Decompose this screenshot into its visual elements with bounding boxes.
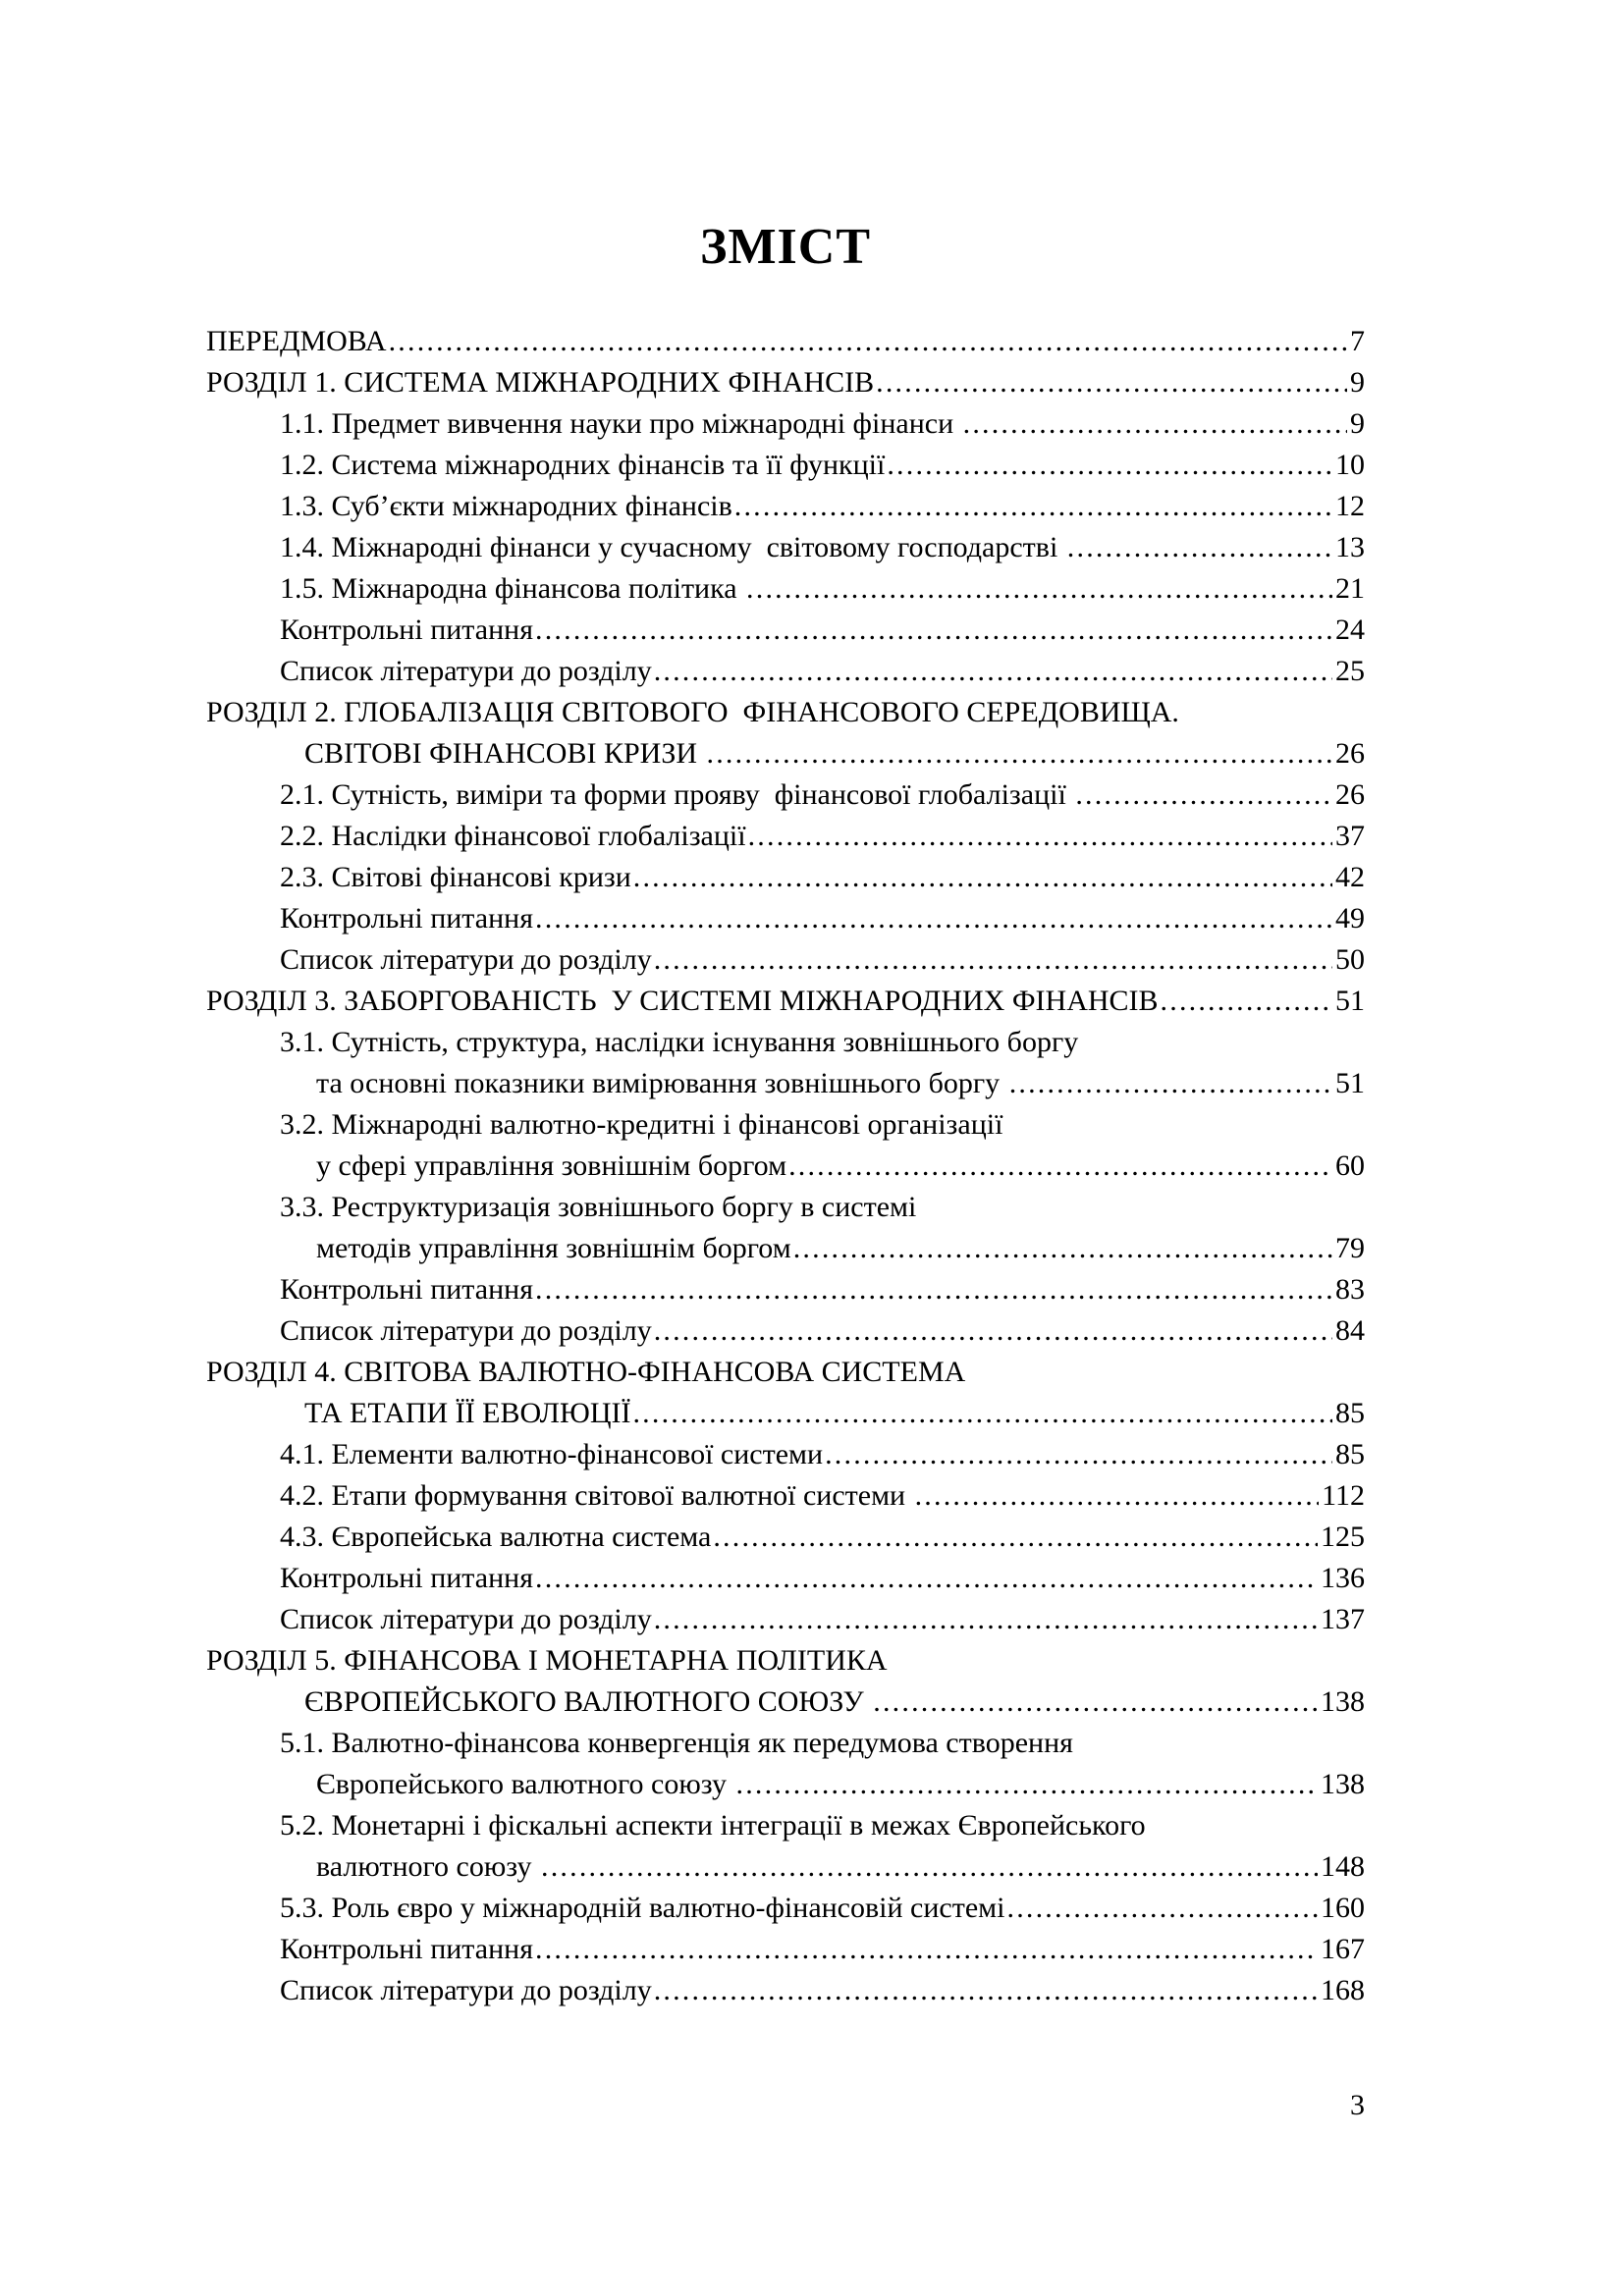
dot-leader — [713, 1517, 1318, 1558]
toc-entry — [206, 857, 1365, 898]
toc-page-number: 136 — [1321, 1562, 1365, 1594]
toc-page-number: 167 — [1321, 1933, 1365, 1965]
toc-line — [206, 1640, 1365, 1682]
toc-line — [206, 1352, 1365, 1393]
toc-line — [206, 486, 1365, 527]
toc-page-number: 125 — [1321, 1521, 1365, 1553]
toc-entry-text: СВІТОВІ ФІНАНСОВІ КРИЗИ — [304, 737, 705, 770]
toc-page-number: 49 — [1335, 902, 1365, 934]
toc-page-number: 138 — [1321, 1768, 1365, 1800]
toc-entry — [206, 1970, 1365, 2011]
toc-entry — [206, 1310, 1365, 1352]
toc-entry — [206, 610, 1365, 651]
toc-entry-text: 1.3. Суб’єкти міжнародних фінансів — [280, 490, 732, 522]
toc-entry — [206, 1805, 1365, 1888]
toc-entry — [206, 774, 1365, 816]
dot-leader — [736, 1764, 1318, 1805]
dot-leader — [535, 1558, 1318, 1599]
toc-entry-text: методів управління зовнішнім боргом — [316, 1232, 791, 1264]
toc-line — [206, 774, 1365, 816]
toc-page-number: 160 — [1321, 1892, 1365, 1924]
toc-page-number: 37 — [1335, 820, 1365, 852]
toc-line — [206, 981, 1365, 1022]
toc-entry — [206, 1558, 1365, 1599]
toc-entry — [206, 1187, 1365, 1269]
toc-line — [206, 568, 1365, 610]
toc-entry-text: у сфері управління зовнішнім боргом — [316, 1149, 787, 1182]
dot-leader — [1075, 774, 1332, 816]
toc-entry-text: 1.4. Міжнародні фінанси у сучасному світовому господарстві — [280, 531, 1065, 563]
toc-entry — [206, 568, 1365, 610]
dot-leader — [734, 486, 1332, 527]
toc-entry — [206, 651, 1365, 692]
toc-entry-text: ТА ЕТАПИ ЇЇ ЕВОЛЮЦІЇ — [304, 1397, 631, 1429]
toc-line — [206, 1764, 1365, 1805]
toc-line — [206, 527, 1365, 568]
toc-entry — [206, 1269, 1365, 1310]
toc-page-number: 138 — [1321, 1685, 1365, 1718]
toc-line — [206, 1146, 1365, 1187]
toc-line — [206, 733, 1365, 774]
toc-entry-text: 5.1. Валютно-фінансова конвергенція як передумова створення — [280, 1727, 1073, 1759]
toc-entry — [206, 403, 1365, 445]
toc-entry — [206, 939, 1365, 981]
toc-page-number: 137 — [1321, 1603, 1365, 1635]
toc-line — [206, 816, 1365, 857]
toc-page-number: 25 — [1335, 655, 1365, 687]
page-title: ЗМІСТ — [700, 219, 871, 275]
toc-line — [206, 1517, 1365, 1558]
toc-entry — [206, 1929, 1365, 1970]
dot-leader — [887, 445, 1332, 486]
toc-entry — [206, 1022, 1365, 1104]
dot-leader — [654, 651, 1332, 692]
toc-entry-text: та основні показники вимірювання зовнішнього боргу — [316, 1067, 1007, 1099]
toc-line — [206, 939, 1365, 981]
toc-page-number: 50 — [1335, 943, 1365, 976]
toc-page-number: 26 — [1335, 737, 1365, 770]
toc-page-number: 84 — [1335, 1314, 1365, 1347]
toc-page-number: 9 — [1350, 407, 1365, 440]
toc-entry-text: 3.2. Міжнародні валютно-кредитні і фінансові організації — [280, 1108, 1003, 1141]
toc-page-number: 112 — [1322, 1479, 1365, 1512]
toc-entry-text: РОЗДІЛ 2. ГЛОБАЛІЗАЦІЯ СВІТОВОГО ФІНАНСОВОГО СЕРЕДОВИЩА. — [206, 696, 1179, 728]
toc-entry-text: 3.1. Сутність, структура, наслідки існування зовнішнього боргу — [280, 1026, 1079, 1058]
toc-page-number: 42 — [1335, 861, 1365, 893]
toc-page-number: 85 — [1335, 1397, 1365, 1429]
dot-leader — [535, 1269, 1332, 1310]
toc-line — [206, 857, 1365, 898]
toc-entry — [206, 1723, 1365, 1805]
toc-entry — [206, 1352, 1365, 1434]
toc-entry — [206, 445, 1365, 486]
toc-line — [206, 1723, 1365, 1764]
toc-page-number: 168 — [1321, 1974, 1365, 2006]
dot-leader — [389, 321, 1347, 362]
toc-page-number: 60 — [1335, 1149, 1365, 1182]
toc-line — [206, 1558, 1365, 1599]
toc-line — [206, 1434, 1365, 1475]
toc-line — [206, 1888, 1365, 1929]
toc-line — [206, 610, 1365, 651]
toc-entry-text: РОЗДІЛ 5. ФІНАНСОВА І МОНЕТАРНА ПОЛІТИКА — [206, 1644, 888, 1677]
toc-entry-text: 2.1. Сутність, виміри та форми прояву фінансової глобалізації — [280, 778, 1074, 811]
toc-page-number: 85 — [1335, 1438, 1365, 1470]
toc-entry-text: РОЗДІЛ 4. СВІТОВА ВАЛЮТНО-ФІНАНСОВА СИСТЕМА — [206, 1356, 966, 1388]
toc-entry-text: 1.5. Міжнародна фінансова політика — [280, 572, 745, 605]
toc-entry-text: Список літератури до розділу — [280, 943, 652, 976]
toc-line — [206, 651, 1365, 692]
toc-line — [206, 445, 1365, 486]
toc-entry — [206, 321, 1365, 362]
dot-leader — [963, 403, 1347, 445]
page-number-footer: 3 — [1350, 2089, 1365, 2121]
dot-leader — [915, 1475, 1320, 1517]
dot-leader — [632, 1393, 1332, 1434]
toc-entry — [206, 1888, 1365, 1929]
toc-entry — [206, 486, 1365, 527]
toc-list — [206, 321, 1365, 2011]
dot-leader — [825, 1434, 1332, 1475]
dot-leader — [746, 568, 1332, 610]
toc-line — [206, 1846, 1365, 1888]
toc-page-number: 7 — [1350, 325, 1365, 357]
toc-entry — [206, 1104, 1365, 1187]
toc-page-number: 83 — [1335, 1273, 1365, 1306]
dot-leader — [793, 1228, 1332, 1269]
toc-entry — [206, 362, 1365, 403]
toc-entry-text: Контрольні питання — [280, 902, 534, 934]
dot-leader — [873, 1682, 1318, 1723]
dot-leader — [1161, 981, 1332, 1022]
toc-line — [206, 1682, 1365, 1723]
toc-line — [206, 1929, 1365, 1970]
toc-entry-text: 2.3. Світові фінансові кризи — [280, 861, 631, 893]
toc-line — [206, 692, 1365, 733]
toc-entry — [206, 1517, 1365, 1558]
dot-leader — [707, 733, 1332, 774]
toc-entry — [206, 1640, 1365, 1723]
toc-entry-text: Європейського валютного союзу — [316, 1768, 734, 1800]
toc-entry-text: 4.1. Елементи валютно-фінансової системи — [280, 1438, 824, 1470]
dot-leader — [1007, 1888, 1319, 1929]
toc-page-number: 13 — [1335, 531, 1365, 563]
toc-line — [206, 1187, 1365, 1228]
toc-line — [206, 1599, 1365, 1640]
toc-entry-text: РОЗДІЛ 1. СИСТЕМА МІЖНАРОДНИХ ФІНАНСІВ — [206, 366, 875, 399]
toc-entry-text: Список літератури до розділу — [280, 655, 652, 687]
toc-entry-text: 4.3. Європейська валютна система — [280, 1521, 712, 1553]
dot-leader — [788, 1146, 1332, 1187]
toc-entry-text: 4.2. Етапи формування світової валютної системи — [280, 1479, 913, 1512]
toc-entry — [206, 1434, 1365, 1475]
dot-leader — [654, 1599, 1318, 1640]
toc-page-number: 21 — [1335, 572, 1365, 605]
dot-leader — [535, 610, 1332, 651]
toc-entry-text: 1.2. Система міжнародних фінансів та її функції — [280, 449, 886, 481]
toc-entry-text: 1.1. Предмет вивчення науки про міжнародні фінанси — [280, 407, 961, 440]
toc-entry-text: Список літератури до розділу — [280, 1314, 652, 1347]
toc-entry-text: Контрольні питання — [280, 1273, 534, 1306]
toc-line — [206, 362, 1365, 403]
toc-entry-text: Список літератури до розділу — [280, 1974, 652, 2006]
toc-page-number: 148 — [1321, 1850, 1365, 1883]
toc-entry-text: Контрольні питання — [280, 614, 534, 646]
toc-line — [206, 1228, 1365, 1269]
dot-leader — [876, 362, 1347, 403]
toc-line — [206, 1269, 1365, 1310]
dot-leader — [654, 1310, 1332, 1352]
toc-line — [206, 403, 1365, 445]
toc-line — [206, 1063, 1365, 1104]
toc-entry-text: 5.3. Роль євро у міжнародній валютно-фінансовій системі — [280, 1892, 1005, 1924]
toc-line — [206, 1475, 1365, 1517]
toc-entry — [206, 1599, 1365, 1640]
toc-entry-text: ПЕРЕДМОВА — [206, 325, 387, 357]
toc-entry-text: РОЗДІЛ 3. ЗАБОРГОВАНІСТЬ У СИСТЕМІ МІЖНАРОДНИХ ФІНАНСІВ — [206, 985, 1159, 1017]
toc-line — [206, 1970, 1365, 2011]
dot-leader — [654, 1970, 1318, 2011]
toc-entry-text: 5.2. Монетарні і фіскальні аспекти інтеграції в межах Європейського — [280, 1809, 1146, 1842]
toc-entry — [206, 1475, 1365, 1517]
dot-leader — [654, 939, 1332, 981]
toc-line — [206, 898, 1365, 939]
toc-line — [206, 1022, 1365, 1063]
toc-page-number: 51 — [1335, 1067, 1365, 1099]
toc-page-number: 79 — [1335, 1232, 1365, 1264]
toc-line — [206, 1310, 1365, 1352]
dot-leader — [541, 1846, 1318, 1888]
dot-leader — [633, 857, 1332, 898]
page-content — [206, 218, 1365, 2011]
toc-entry-text: ЄВРОПЕЙСЬКОГО ВАЛЮТНОГО СОЮЗУ — [304, 1685, 872, 1718]
toc-entry-text: Контрольні питання — [280, 1562, 534, 1594]
dot-leader — [535, 1929, 1318, 1970]
toc-entry-text: Контрольні питання — [280, 1933, 534, 1965]
dot-leader — [748, 816, 1332, 857]
toc-entry-text: Список літератури до розділу — [280, 1603, 652, 1635]
dot-leader — [1009, 1063, 1332, 1104]
dot-leader — [535, 898, 1332, 939]
toc-entry — [206, 898, 1365, 939]
toc-entry — [206, 527, 1365, 568]
toc-line — [206, 1805, 1365, 1846]
toc-entry — [206, 816, 1365, 857]
toc-page-number: 51 — [1335, 985, 1365, 1017]
toc-page-number: 12 — [1335, 490, 1365, 522]
toc-page-number: 24 — [1335, 614, 1365, 646]
toc-line — [206, 1104, 1365, 1146]
toc-entry-text: валютного союзу — [316, 1850, 540, 1883]
toc-line — [206, 321, 1365, 362]
toc-line — [206, 1393, 1365, 1434]
dot-leader — [1067, 527, 1332, 568]
toc-page-number: 9 — [1350, 366, 1365, 399]
toc-entry — [206, 692, 1365, 774]
toc-entry — [206, 981, 1365, 1022]
toc-entry-text: 2.2. Наслідки фінансової глобалізації — [280, 820, 746, 852]
toc-entry-text: 3.3. Реструктуризація зовнішнього боргу в системі — [280, 1191, 917, 1223]
toc-page-number: 26 — [1335, 778, 1365, 811]
toc-page-number: 10 — [1335, 449, 1365, 481]
